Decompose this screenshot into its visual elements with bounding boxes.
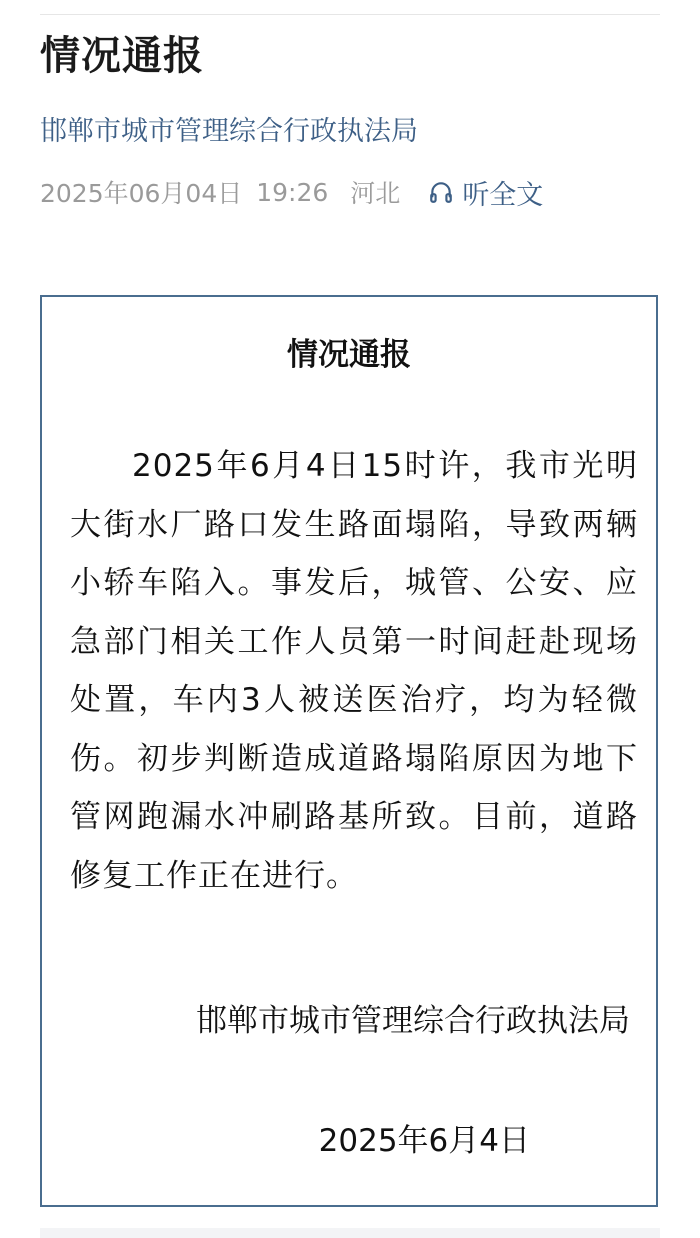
top-divider xyxy=(40,14,660,15)
source-account-link[interactable]: 邯郸市城市管理综合行政执法局 xyxy=(40,116,418,147)
notice-body: 2025年6月4日15时许，我市光明大街水厂路口发生路面塌陷，导致两辆小轿车陷入。事发后，城管、公安、应急部门相关工作人员第一时间赶赴现场处置，车内3人被送医治疗，均为轻微伤。初步判断造成道路塌陷原因为地下管网跑漏水冲刷路基所致。目前，道路修复工作正在进行。 xyxy=(70,448,638,894)
publish-time: 19:26 xyxy=(256,177,329,207)
page-title: 情况通报 xyxy=(40,33,204,79)
publish-region: 河北 xyxy=(350,179,401,208)
notice-title: 情况通报 xyxy=(287,337,411,373)
notice-date: 2025年6月4日 xyxy=(318,1123,530,1159)
publish-date: 2025年06月04日 xyxy=(40,179,243,208)
listen-full-text-button[interactable] xyxy=(428,173,543,212)
listen-label: 听全文 xyxy=(462,179,544,211)
headphones-icon xyxy=(428,179,454,205)
bottom-divider xyxy=(40,1228,660,1238)
notice-image xyxy=(40,295,658,1207)
article-meta xyxy=(40,172,543,212)
notice-signature: 邯郸市城市管理综合行政执法局 xyxy=(196,1003,630,1039)
